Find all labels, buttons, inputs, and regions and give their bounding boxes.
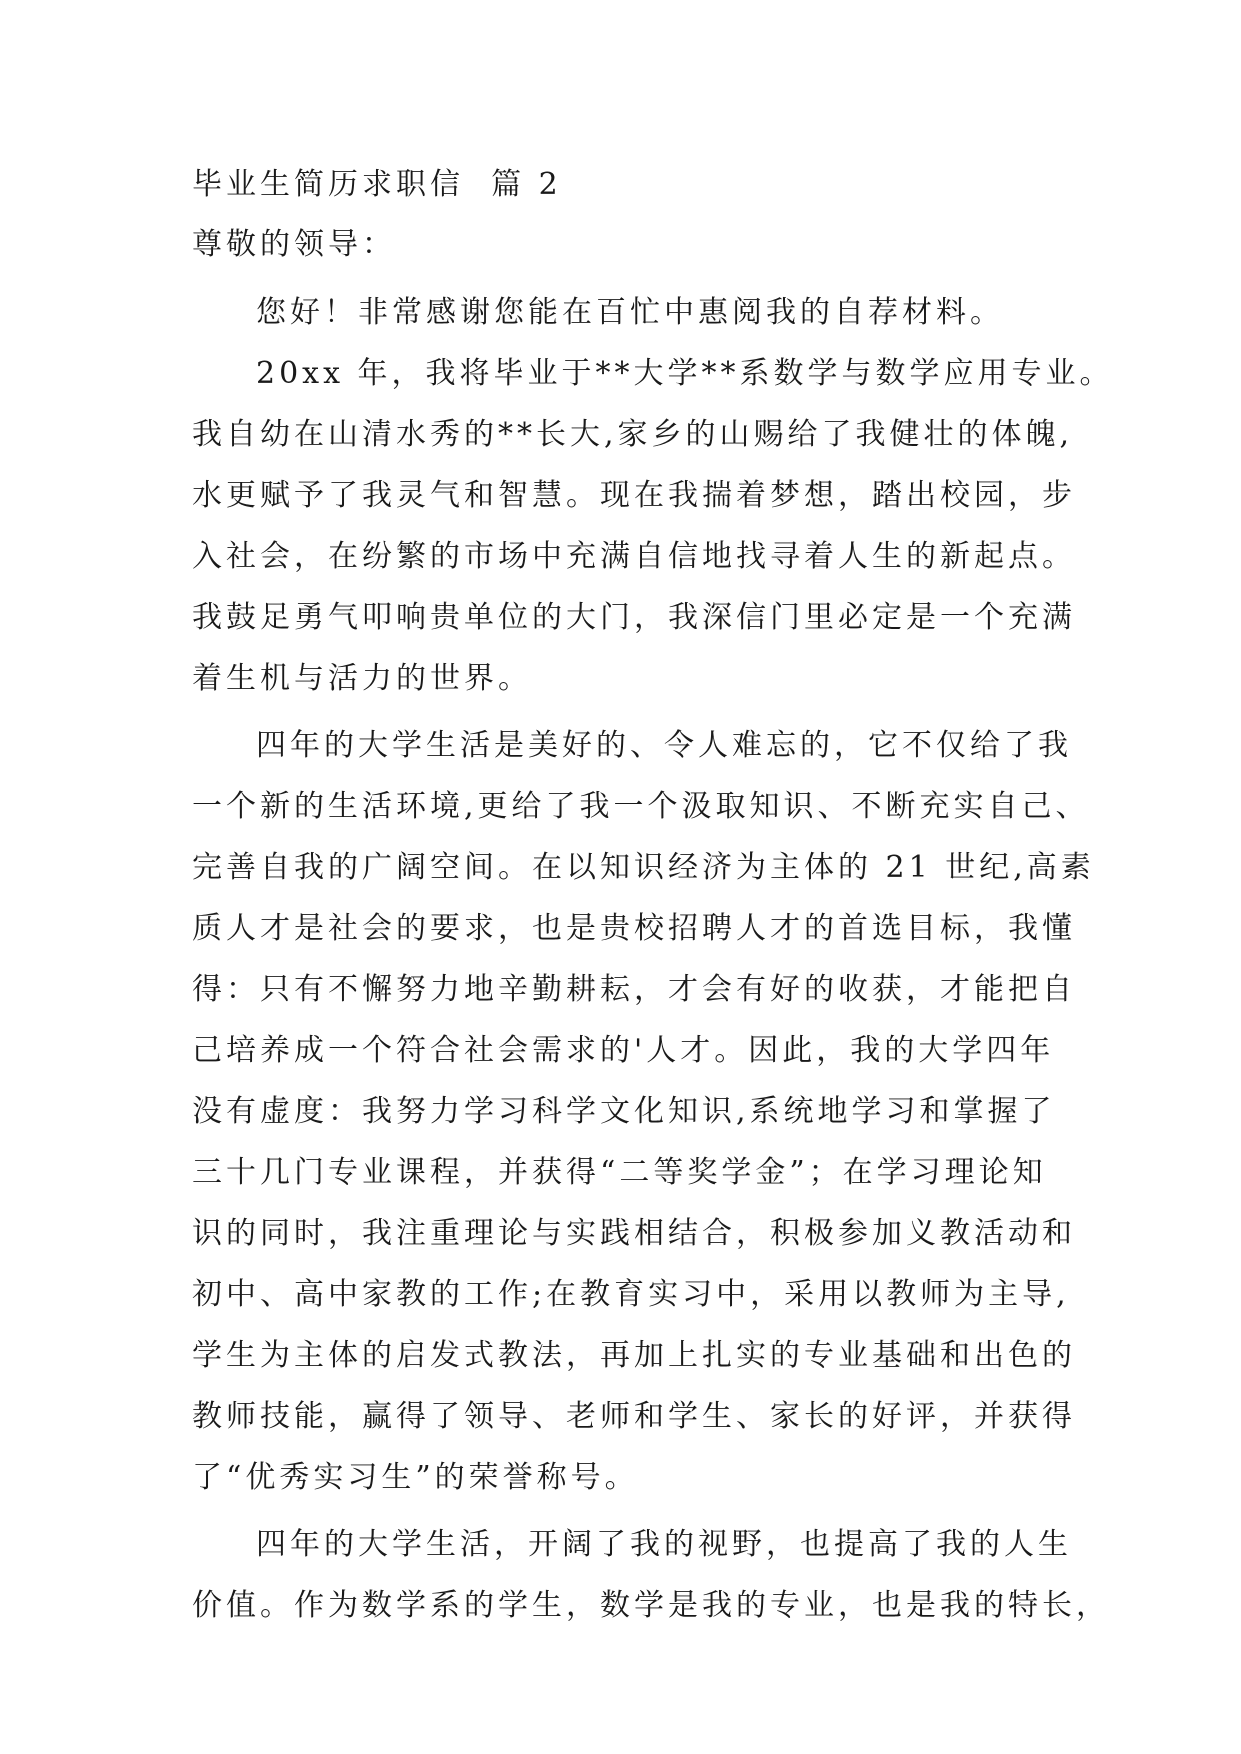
paragraph-line: 己培养成一个符合社会需求的'人才。因此，我的大学四年 xyxy=(192,1033,1055,1068)
paragraph-introduction xyxy=(192,343,1114,709)
document-page xyxy=(192,162,1114,1636)
paragraph-perspective xyxy=(192,1514,1110,1636)
paragraph-line: 完善自我的广阔空间。在以知识经济为主体的 21 世纪,高素 xyxy=(192,850,1095,885)
paragraph-line: 三十几门专业课程，并获得“二等奖学金”；在学习理论知 xyxy=(192,1155,1047,1190)
paragraph-line: 您好！非常感谢您能在百忙中惠阅我的自荐材料。 xyxy=(256,295,1004,330)
paragraph-line: 学生为主体的启发式教法，再加上扎实的专业基础和出色的 xyxy=(192,1338,1076,1373)
paragraph-line: 入社会，在纷繁的市场中充满自信地找寻着人生的新起点。 xyxy=(192,539,1076,574)
paragraph-line: 着生机与活力的世界。 xyxy=(192,661,532,696)
paragraph-line: 四年的大学生活，开阔了我的视野，也提高了我的人生 xyxy=(256,1527,1072,1562)
paragraph-line: 四年的大学生活是美好的、令人难忘的，它不仅给了我 xyxy=(256,728,1072,763)
paragraph-line: 我鼓足勇气叩响贵单位的大门，我深信门里必定是一个充满 xyxy=(192,600,1076,635)
salutation: 尊敬的领导： xyxy=(192,227,396,262)
paragraph-line: 没有虚度：我努力学习科学文化知识,系统地学习和掌握了 xyxy=(192,1094,1056,1129)
paragraph-line: 了“优秀实习生”的荣誉称号。 xyxy=(192,1460,639,1495)
paragraph-greeting xyxy=(192,282,1082,343)
paragraph-line: 得：只有不懈努力地辛勤耕耘，才会有好的收获，才能把自 xyxy=(192,972,1076,1007)
paragraph-line: 教师技能，赢得了领导、老师和学生、家长的好评，并获得 xyxy=(192,1399,1076,1434)
paragraph-line: 我自幼在山清水秀的**长大,家乡的山赐给了我健壮的体魄, xyxy=(192,417,1074,452)
paragraph-line: 20xx 年，我将毕业于**大学**系数学与数学应用专业。 xyxy=(256,356,1114,391)
paragraph-line: 识的同时，我注重理论与实践相结合，积极参加义教活动和 xyxy=(192,1216,1076,1251)
paragraph-university-life xyxy=(192,715,1095,1508)
paragraph-line: 水更赋予了我灵气和智慧。现在我揣着梦想，踏出校园，步 xyxy=(192,478,1076,513)
paragraph-line: 价值。作为数学系的学生，数学是我的专业，也是我的特长， xyxy=(192,1588,1110,1623)
paragraph-line: 一个新的生活环境,更给了我一个汲取知识、不断充实自己、 xyxy=(192,789,1090,824)
document-title: 毕业生简历求职信 篇 2 xyxy=(192,167,562,202)
paragraph-line: 初中、高中家教的工作;在教育实习中，采用以教师为主导, xyxy=(192,1277,1070,1312)
paragraph-line: 质人才是社会的要求，也是贵校招聘人才的首选目标，我懂 xyxy=(192,911,1076,946)
